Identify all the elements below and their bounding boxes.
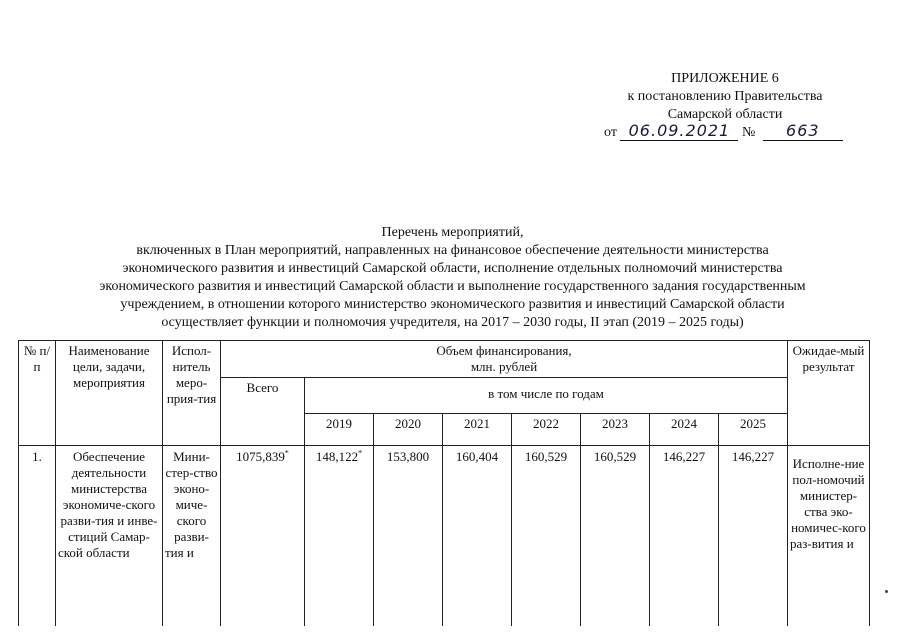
header-total: Всего xyxy=(221,378,305,446)
header-by-years: в том числе по годам xyxy=(305,378,788,414)
row-2019-mark: * xyxy=(358,448,363,458)
title-line: включенных в План мероприятий, направленных на финансовое обеспечение деятельности министерства xyxy=(136,243,769,258)
header-funding xyxy=(221,341,788,378)
appendix-number: ПРИЛОЖЕНИЕ 6 xyxy=(671,71,779,86)
table-row xyxy=(19,446,870,626)
header-funding-title: Объем финансирования, xyxy=(436,343,572,358)
resolution-date: 06.09.2021 xyxy=(620,122,738,141)
title-line: Перечень мероприятий, xyxy=(381,225,524,240)
header-executor: Испол-нитель меро-прия-тия xyxy=(163,341,221,446)
header-year: 2022 xyxy=(512,414,581,446)
resolution-number: 663 xyxy=(763,122,843,141)
header-year: 2020 xyxy=(374,414,443,446)
header-result: Ожидае-мый результат xyxy=(788,341,870,446)
row-2024: 146,227 xyxy=(650,446,719,626)
row-2022: 160,529 xyxy=(512,446,581,626)
row-2023: 160,529 xyxy=(581,446,650,626)
header-year: 2025 xyxy=(719,414,788,446)
row-total-value: 1075,839 xyxy=(236,449,285,464)
row-num: 1. xyxy=(19,446,56,626)
row-name: Обеспечение деятельности министерства экономиче-ского разви-тия и инве-стиций Самар-ской области xyxy=(56,446,163,626)
date-prefix: от xyxy=(604,125,617,140)
row-2025: 146,227 xyxy=(719,446,788,626)
title-line: экономического развития и инвестиций Самарской области, исполнение отдельных полномочий министерства xyxy=(122,261,783,276)
resolution-date-row xyxy=(604,122,843,142)
row-total xyxy=(221,446,305,626)
appendix-region: Самарской области xyxy=(667,107,783,122)
title-line: экономического развития и инвестиций Самарской области и выполнение государственного задания государственным xyxy=(99,279,806,294)
title-line: осуществляет функции и полномочия учредителя, на 2017 – 2030 годы, II этап (2019 – 2025 годы) xyxy=(161,315,744,330)
document-title xyxy=(30,224,875,332)
scan-speck xyxy=(885,590,888,593)
measures-table xyxy=(18,340,870,626)
header-funding-unit: млн. рублей xyxy=(470,359,538,374)
header-year: 2021 xyxy=(443,414,512,446)
appendix-resolution: к постановлению Правительства xyxy=(627,89,823,104)
row-2020: 153,800 xyxy=(374,446,443,626)
header-num: № п/п xyxy=(19,341,56,446)
row-result: Исполне-ние пол-номочий министер-ства эко-номичес-кого раз-вития и xyxy=(788,446,870,626)
row-total-mark: * xyxy=(284,448,289,458)
number-prefix: № xyxy=(741,125,756,140)
appendix-block xyxy=(560,70,890,124)
header-year: 2024 xyxy=(650,414,719,446)
row-2019-value: 148,122 xyxy=(315,449,359,464)
row-executor: Мини-стер-ство эконо-миче-ского разви-тия и xyxy=(163,446,221,626)
header-year: 2019 xyxy=(305,414,374,446)
row-2019 xyxy=(305,446,374,626)
row-2021: 160,404 xyxy=(443,446,512,626)
title-line: учреждением, в отношении которого министерство экономического развития и инвестиций Самарской области xyxy=(120,297,785,312)
header-year: 2023 xyxy=(581,414,650,446)
header-name: Наименование цели, задачи, мероприятия xyxy=(56,341,163,446)
